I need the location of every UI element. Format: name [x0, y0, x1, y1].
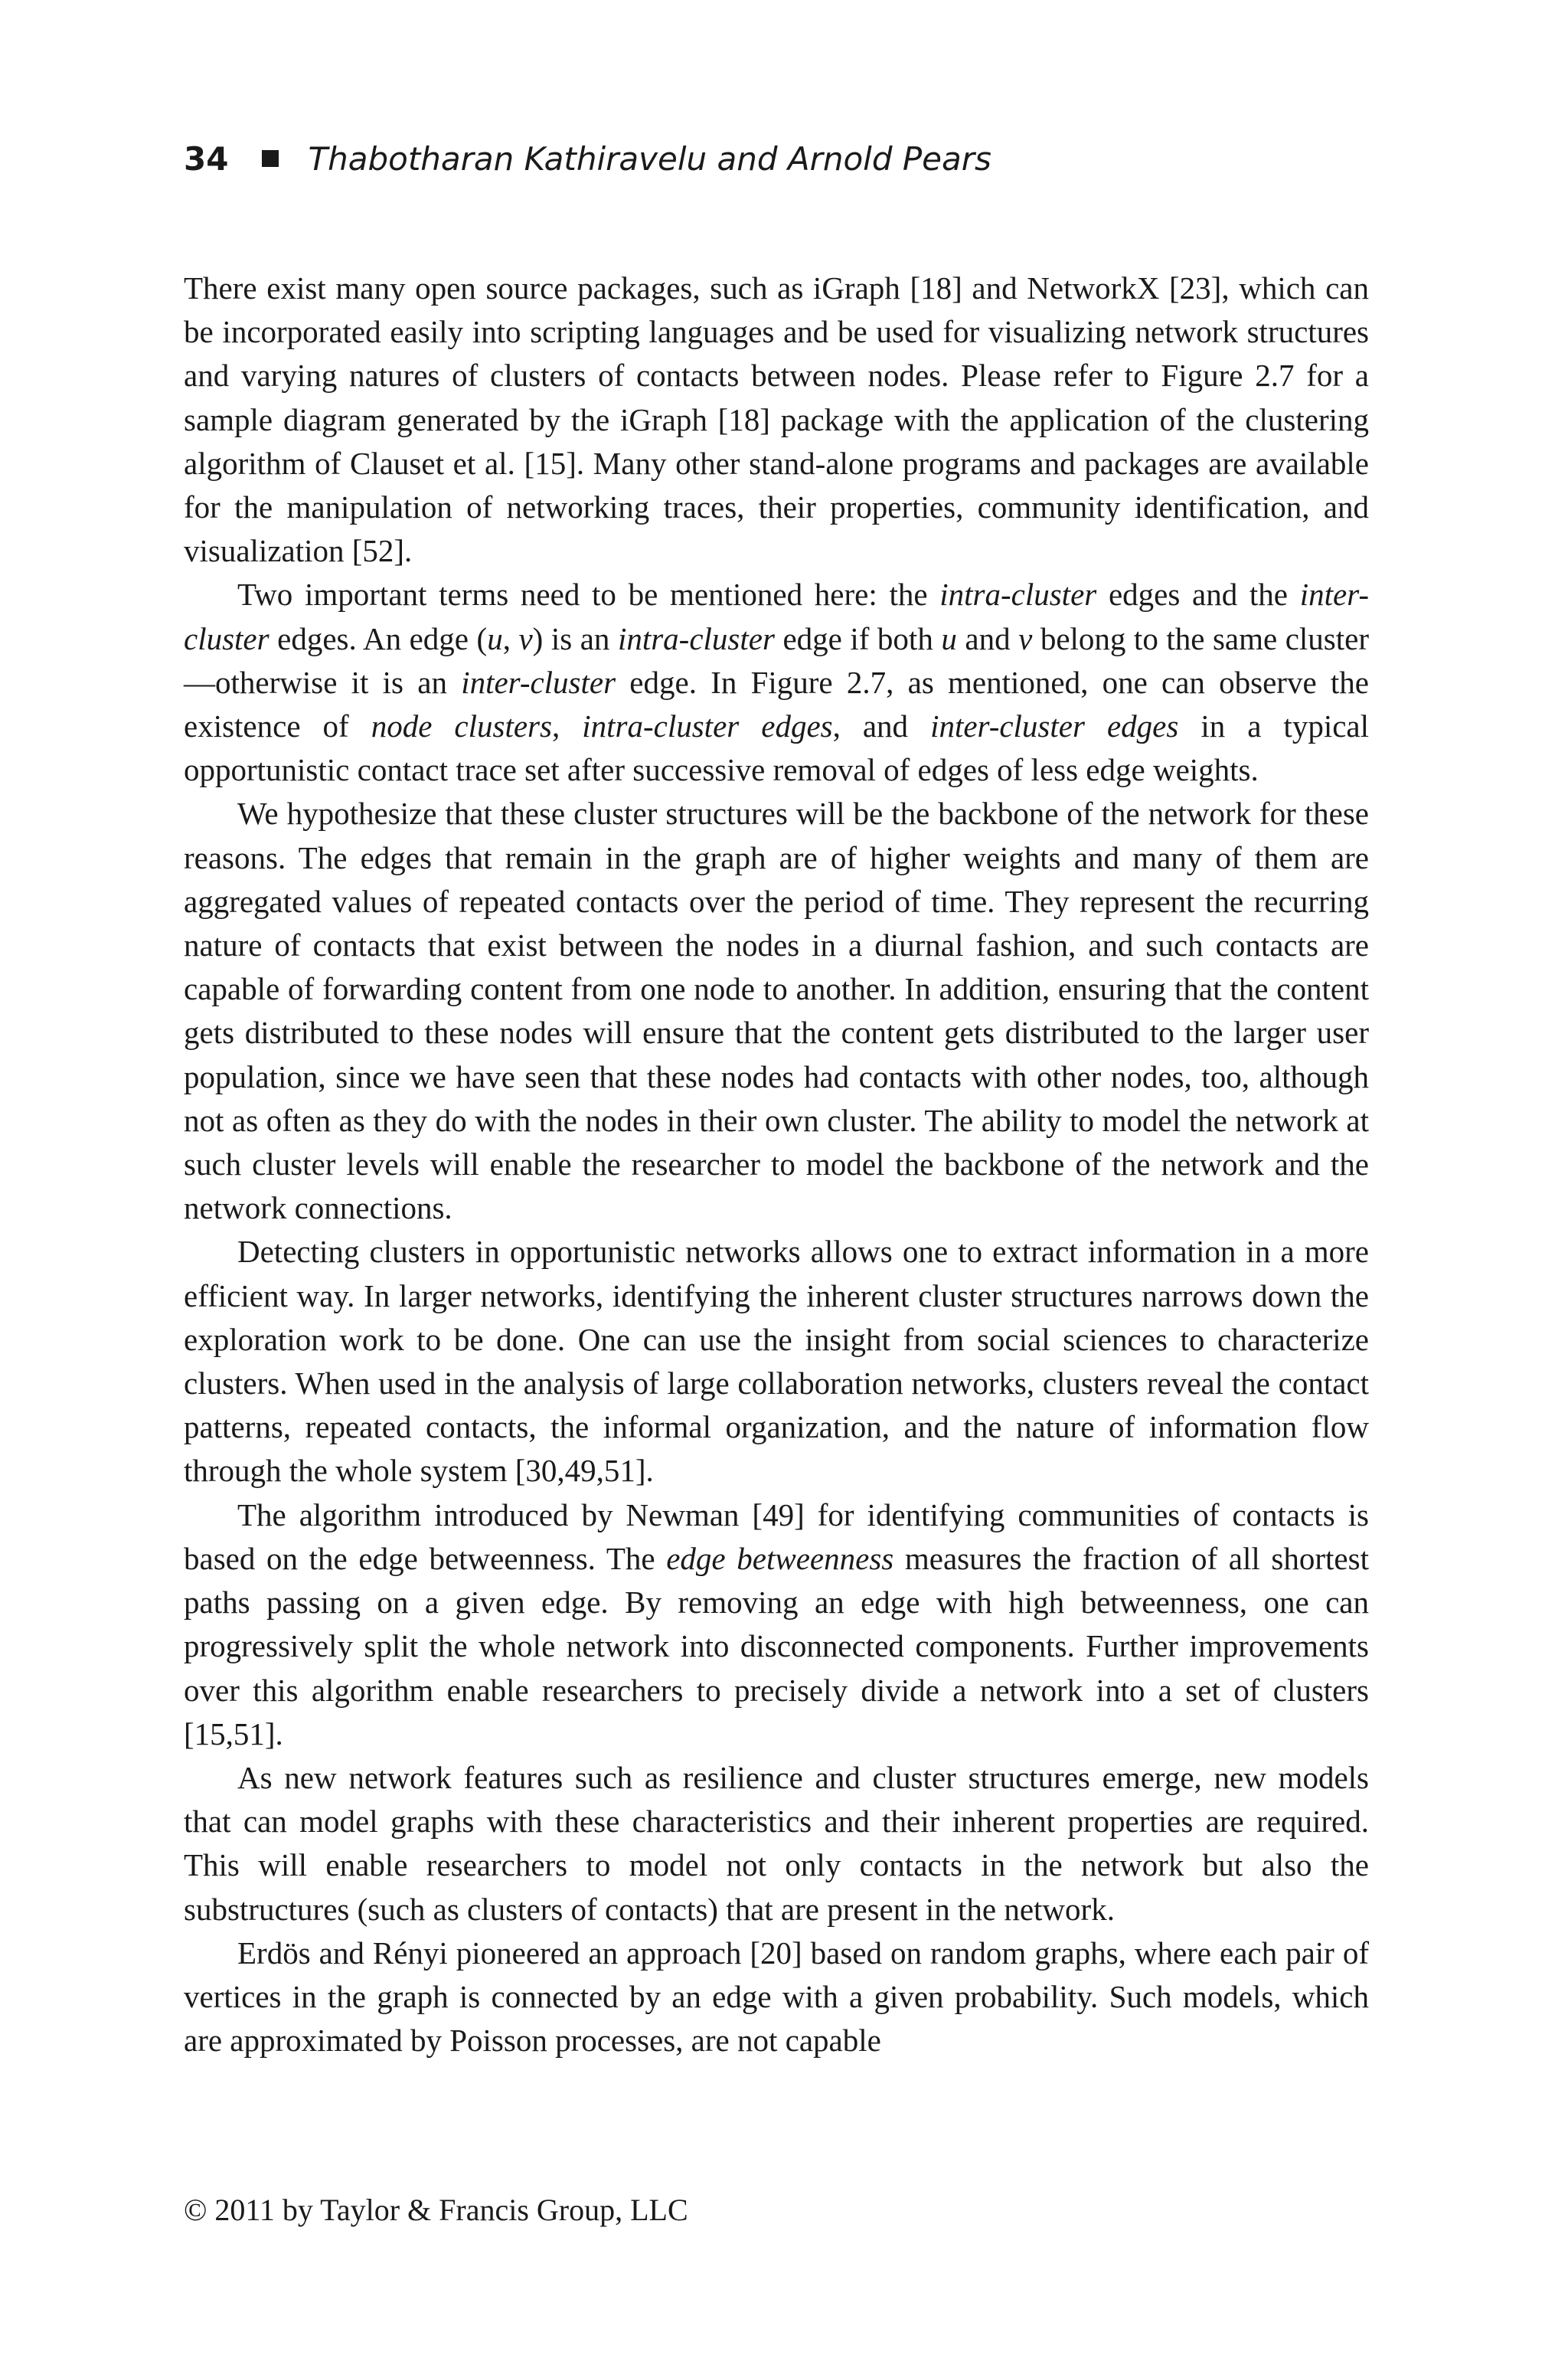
paragraph-cluster-edges: Two important terms need to be mentioned here: the intra-cluster edges and the inter-cluster edges. An edge (u, v) is an intra-cluster edge if both u and v belong to the same cluster—otherwise it is an inter-cluster edge. In Figure 2.7, as mentioned, one can observe the existence of node clusters, intra-cluster edges, and inter-cluster edges in a typical opportunistic contact trace set after successive removal of edges of less edge weights.: [184, 577, 1370, 788]
body-text: [184, 267, 1369, 2062]
term-intra-cluster-edges: intra-cluster edges: [582, 708, 833, 744]
paragraph-hypothesis: We hypothesize that these cluster structures will be the backbone of the network for these reasons. The edges that remain in the graph are of higher weights and many of them are aggregated values of repeated contacts over the period of time. They represent the recurring nature of contacts that exist between the nodes in a diurnal fashion, and such contacts are capable of forwarding content from one node to another. In addition, ensuring that the content gets distributed to these nodes will ensure that the content gets distributed to the larger user population, since we have seen that these nodes had contacts with other nodes, too, although not as often as they do with the nodes in their own cluster. The ability to model the network at such cluster levels will enable the researcher to model the backbone of the network and the network connections.: [184, 796, 1369, 1226]
var-v: v: [518, 620, 533, 656]
running-head-authors: Thabotharan Kathiravelu and Arnold Pears: [308, 140, 991, 178]
header-square-bullet: [262, 150, 279, 167]
var-u: u: [941, 620, 957, 656]
term-node-clusters: node clusters: [371, 708, 552, 744]
var-u: u: [487, 620, 503, 656]
term-inter-cluster-edges: inter-cluster edges: [930, 708, 1179, 744]
term-intra-cluster: intra-cluster: [939, 577, 1097, 613]
paragraph-detecting-clusters: Detecting clusters in opportunistic networks allows one to extract information in a more efficient way. In larger networks, identifying the inherent cluster structures narrows down the exploration work to be done. One can use the insight from social sciences to characterize clusters. When used in the analysis of large collaboration networks, clusters reveal the contact patterns, repeated contacts, the informal organization, and the nature of information flow through the whole system [30,49,51].: [184, 1234, 1369, 1489]
term-intra-cluster: intra-cluster: [617, 620, 775, 656]
var-v: v: [1018, 620, 1033, 656]
page-number: 34: [184, 140, 229, 178]
copyright-footer: © 2011 by Taylor & Francis Group, LLC: [184, 2193, 688, 2227]
paragraph-newman-algorithm: The algorithm introduced by Newman [49] for identifying communities of contacts is based on the edge betweenness. The edge betweenness measures the fraction of all shortest paths passing on a given edge. By removing an edge with high betweenness, one can progressively split the whole network into disconnected components. Further improvements over this algorithm enable researchers to precisely divide a network into a set of clusters [15,51].: [184, 1496, 1369, 1751]
paragraph-open-source-packages: There exist many open source packages, such as iGraph [18] and NetworkX [23], which can be incorporated easily into scripting languages and be used for visualizing network structures and varying natures of clusters of contacts between nodes. Please refer to Figure 2.7 for a sample diagram generated by the iGraph [18] package with the application of the clustering algorithm of Clauset et al. [15]. Many other stand-alone programs and packages are available for the manipulation of networking traces, their properties, community identification, and visualization [52].: [184, 270, 1369, 569]
term-inter-cluster: inter-cluster: [461, 664, 616, 700]
paragraph-new-models: As new network features such as resilience and cluster structures emerge, new models that can model graphs with these characteristics and their inherent properties are required. This will enable researchers to model not only contacts in the network but also the substructures (such as clusters of contacts) that are present in the network.: [184, 1759, 1369, 1927]
running-head: [184, 136, 991, 182]
paragraph-erdos-renyi: Erdös and Rényi pioneered an approach [20] based on random graphs, where each pair of vertices in the graph is connected by an edge with a given probability. Such models, which are approximated by Poisson processes, are not capable: [184, 1935, 1369, 2059]
term-edge-betweenness: edge betweenness: [666, 1540, 894, 1576]
term-inter-cluster: inter-cluster: [184, 577, 1369, 656]
